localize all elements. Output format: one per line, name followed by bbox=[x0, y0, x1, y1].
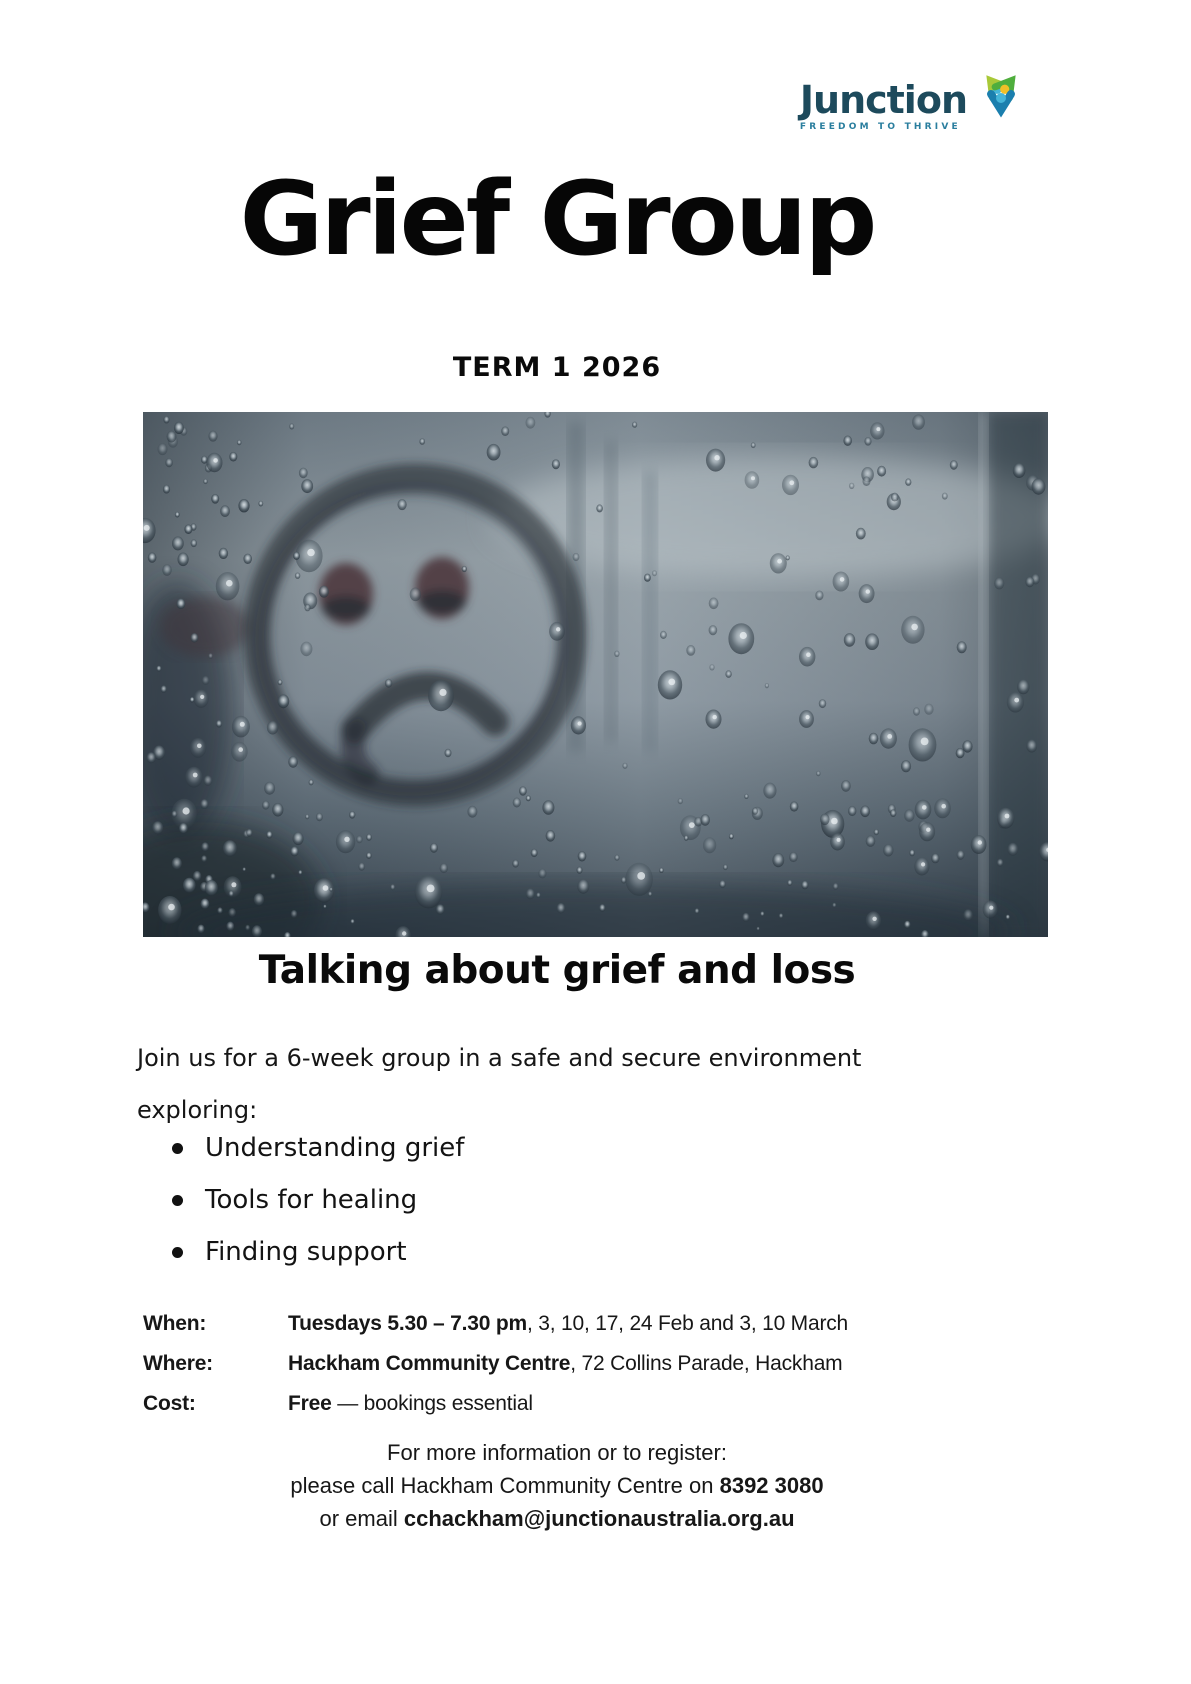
event-details bbox=[143, 1312, 903, 1432]
contact-line-2: please call Hackham Community Centre on 8392 3080 bbox=[290, 1473, 824, 1498]
junction-wordmark: Junction bbox=[799, 78, 967, 122]
contact-line-3: or email cchackham@junctionaustralia.org.au bbox=[319, 1506, 795, 1531]
junction-logo bbox=[800, 64, 1031, 132]
page-subtitle: TERM 1 2026 bbox=[452, 352, 662, 383]
sad-face-window-photo bbox=[143, 412, 1048, 937]
junction-logo-text bbox=[799, 78, 967, 132]
list-item-label: Understanding grief bbox=[205, 1133, 465, 1163]
topics-list bbox=[172, 1122, 464, 1278]
junction-people-pinwheel-icon bbox=[971, 64, 1031, 126]
detail-value: Tuesdays 5.30 – 7.30 pm, 3, 10, 17, 24 Feb and 3, 10 March bbox=[288, 1312, 849, 1335]
list-item bbox=[172, 1174, 464, 1226]
detail-value: Free — bookings essential bbox=[288, 1392, 533, 1415]
window-photo-svg bbox=[143, 412, 1048, 937]
phone-number: 8392 3080 bbox=[719, 1473, 824, 1498]
section-heading: Talking about grief and loss bbox=[258, 948, 856, 993]
junction-tagline: FREEDOM TO THRIVE bbox=[799, 122, 961, 132]
detail-row-where bbox=[143, 1352, 903, 1392]
detail-label: When: bbox=[143, 1312, 207, 1335]
contact-info bbox=[137, 1436, 977, 1535]
bullet-dot-icon bbox=[172, 1143, 183, 1154]
email-address: cchackham@junctionaustralia.org.au bbox=[403, 1506, 795, 1531]
intro-line-1: Join us for a 6-week group in a safe and secure environment bbox=[137, 1044, 862, 1072]
detail-label: Cost: bbox=[143, 1392, 196, 1415]
detail-row-cost bbox=[143, 1392, 903, 1432]
detail-row-when bbox=[143, 1312, 903, 1352]
contact-line-1: For more information or to register: bbox=[387, 1440, 727, 1465]
list-item-label: Finding support bbox=[205, 1237, 407, 1267]
detail-label: Where: bbox=[143, 1352, 213, 1375]
list-item bbox=[172, 1122, 464, 1174]
bullet-dot-icon bbox=[172, 1247, 183, 1258]
detail-value: Hackham Community Centre, 72 Collins Parade, Hackham bbox=[288, 1352, 843, 1375]
intro-line-2: exploring: bbox=[137, 1096, 258, 1124]
page-title: Grief Group bbox=[239, 160, 875, 279]
list-item bbox=[172, 1226, 464, 1278]
intro-text bbox=[137, 1032, 977, 1136]
bullet-dot-icon bbox=[172, 1195, 183, 1206]
list-item-label: Tools for healing bbox=[205, 1185, 418, 1215]
